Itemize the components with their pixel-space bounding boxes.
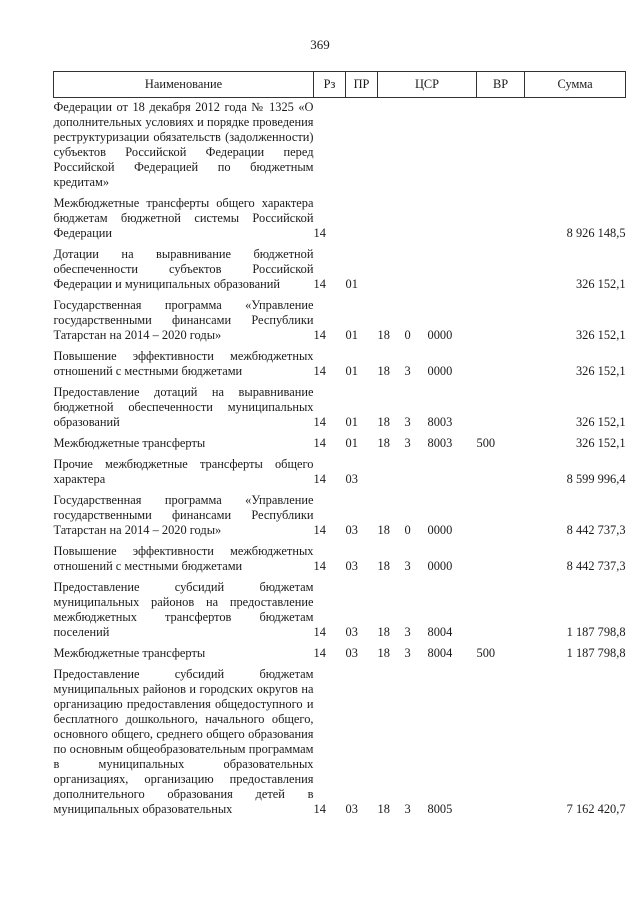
page-number: 369 (310, 37, 330, 52)
row-csr-code: 8005 (427, 802, 453, 816)
row-csr-subprogram: 3 (404, 625, 411, 639)
row-rz: 14 (313, 646, 326, 660)
row-csr-code (428, 98, 477, 194)
row-csr-code: 8003 (427, 436, 453, 450)
row-sum: 1 187 798,8 (566, 625, 626, 639)
row-pr: 03 (345, 559, 358, 573)
row-sum: 326 152,1 (575, 364, 626, 378)
row-name: Дотации на выравнивание бюджетной обеспеченности субъектов Российской Федерации и муниципальных образований (53, 247, 314, 291)
table-row (54, 577, 626, 643)
row-vr (477, 98, 525, 194)
header-pr: ПР (346, 72, 378, 98)
row-rz: 14 (313, 436, 326, 450)
row-csr-program: 18 (377, 802, 390, 816)
row-pr (346, 98, 378, 194)
row-pr: 03 (345, 625, 358, 639)
row-csr-code (428, 454, 477, 490)
row-name: Предоставление дотаций на выравнивание бюджетной обеспеченности муниципальных образований (53, 385, 314, 429)
row-name: Государственная программа «Управление государственными финансами Республики Татарстан на 2014 – 2020 годы» (53, 298, 314, 342)
row-csr-program (378, 454, 405, 490)
row-vr (477, 244, 525, 295)
row-sum: 326 152,1 (575, 328, 626, 342)
row-name: Повышение эффективности межбюджетных отношений с местными бюджетами (53, 349, 314, 378)
row-pr: 01 (345, 415, 358, 429)
row-csr-program (378, 193, 405, 244)
row-csr-program: 18 (377, 415, 390, 429)
row-sum (525, 98, 626, 194)
table-row (54, 193, 626, 244)
row-csr-subprogram: 3 (404, 559, 411, 573)
row-sum: 8 599 996,4 (566, 472, 626, 486)
row-name: Повышение эффективности межбюджетных отношений с местными бюджетами (53, 544, 314, 573)
row-vr: 500 (476, 436, 496, 450)
row-csr-code (428, 193, 477, 244)
table-row (54, 382, 626, 433)
row-csr-program: 18 (377, 559, 390, 573)
row-sum: 326 152,1 (575, 436, 626, 450)
table-row (54, 433, 626, 454)
row-vr: 500 (476, 646, 496, 660)
row-pr: 01 (345, 364, 358, 378)
row-name: Межбюджетные трансферты общего характера бюджетам бюджетной системы Российской Федерации (53, 196, 314, 240)
table-row (54, 643, 626, 664)
row-csr-subprogram: 3 (404, 415, 411, 429)
row-rz: 14 (313, 559, 326, 573)
row-rz: 14 (313, 364, 326, 378)
row-csr-program: 18 (377, 364, 390, 378)
row-pr: 01 (345, 277, 358, 291)
budget-table (53, 71, 626, 820)
table-row (54, 490, 626, 541)
row-sum: 8 442 737,3 (566, 559, 626, 573)
row-rz: 14 (313, 226, 326, 240)
row-csr-subprogram: 0 (404, 523, 411, 537)
row-pr (346, 193, 378, 244)
row-csr-program: 18 (377, 646, 390, 660)
header-name: Наименование (54, 72, 314, 98)
row-csr-code: 0000 (427, 559, 453, 573)
row-rz: 14 (313, 523, 326, 537)
row-pr: 01 (345, 436, 358, 450)
row-vr (477, 541, 525, 577)
row-pr: 03 (345, 802, 358, 816)
row-sum: 8 442 737,3 (566, 523, 626, 537)
row-csr-subprogram: 3 (404, 436, 411, 450)
row-rz (314, 98, 346, 194)
table-row (54, 454, 626, 490)
row-csr-program: 18 (377, 436, 390, 450)
row-vr (477, 193, 525, 244)
row-vr (477, 664, 525, 820)
row-csr-subprogram (405, 98, 428, 194)
header-csr: ЦСР (378, 72, 477, 98)
row-csr-program (378, 98, 405, 194)
row-pr: 03 (345, 646, 358, 660)
table-header-row (54, 72, 626, 98)
row-vr (477, 454, 525, 490)
row-csr-subprogram (405, 244, 428, 295)
row-csr-code: 0000 (427, 523, 453, 537)
row-sum: 7 162 420,7 (566, 802, 626, 816)
table-row (54, 98, 626, 194)
row-name: Государственная программа «Управление государственными финансами Республики Татарстан на 2014 – 2020 годы» (53, 493, 314, 537)
header-rz: Рз (314, 72, 346, 98)
row-vr (477, 490, 525, 541)
row-csr-program: 18 (377, 625, 390, 639)
row-rz: 14 (313, 415, 326, 429)
row-csr-program: 18 (377, 328, 390, 342)
row-rz: 14 (313, 625, 326, 639)
row-csr-code: 8004 (427, 646, 453, 660)
row-csr-code: 0000 (427, 328, 453, 342)
row-csr-code: 8004 (427, 625, 453, 639)
row-name: Межбюджетные трансферты (53, 646, 206, 660)
row-csr-subprogram (405, 454, 428, 490)
row-sum: 326 152,1 (575, 415, 626, 429)
row-sum: 326 152,1 (575, 277, 626, 291)
row-csr-program (378, 244, 405, 295)
row-csr-subprogram: 3 (404, 364, 411, 378)
row-vr (477, 295, 525, 346)
table-row (54, 346, 626, 382)
row-pr: 03 (345, 523, 358, 537)
row-sum: 8 926 148,5 (566, 226, 626, 240)
table-row (54, 244, 626, 295)
table-row (54, 295, 626, 346)
row-csr-code (428, 244, 477, 295)
row-rz: 14 (313, 802, 326, 816)
header-sum: Сумма (525, 72, 626, 98)
row-name: Федерации от 18 декабря 2012 года № 1325 «О дополнительных условиях и порядке проведения реструктуризации обязательств (задолженности) субъектов Российской Федерации перед Российской Федерацией по бюджетным кредитам» (53, 100, 314, 189)
row-csr-subprogram (405, 193, 428, 244)
row-rz: 14 (313, 472, 326, 486)
row-csr-subprogram: 3 (404, 802, 411, 816)
row-sum: 1 187 798,8 (566, 646, 626, 660)
row-pr: 01 (345, 328, 358, 342)
row-name: Предоставление субсидий бюджетам муниципальных районов и городских округов на организацию предоставления общедоступного и бесплатного дошкольного, начального общего, основного общего, среднего общего образования по основным общеобразовательным программам в муниципальных образовательных организациях, организацию предоставления дополнительного образования детей в муниципальных образовательных (53, 667, 314, 816)
row-vr (477, 382, 525, 433)
row-name: Межбюджетные трансферты (53, 436, 206, 450)
row-name: Предоставление субсидий бюджетам муниципальных районов на предоставление межбюджетных трансфертов бюджетам поселений (53, 580, 314, 639)
row-rz: 14 (313, 277, 326, 291)
row-name: Прочие межбюджетные трансферты общего характера (53, 457, 314, 486)
row-rz: 14 (313, 328, 326, 342)
row-csr-subprogram: 0 (404, 328, 411, 342)
row-pr: 03 (345, 472, 358, 486)
row-vr (477, 577, 525, 643)
row-csr-code: 0000 (427, 364, 453, 378)
row-csr-program: 18 (377, 523, 390, 537)
table-row (54, 541, 626, 577)
table-row (54, 664, 626, 820)
row-csr-code: 8003 (427, 415, 453, 429)
row-vr (477, 346, 525, 382)
row-csr-subprogram: 3 (404, 646, 411, 660)
header-vr: ВР (477, 72, 525, 98)
